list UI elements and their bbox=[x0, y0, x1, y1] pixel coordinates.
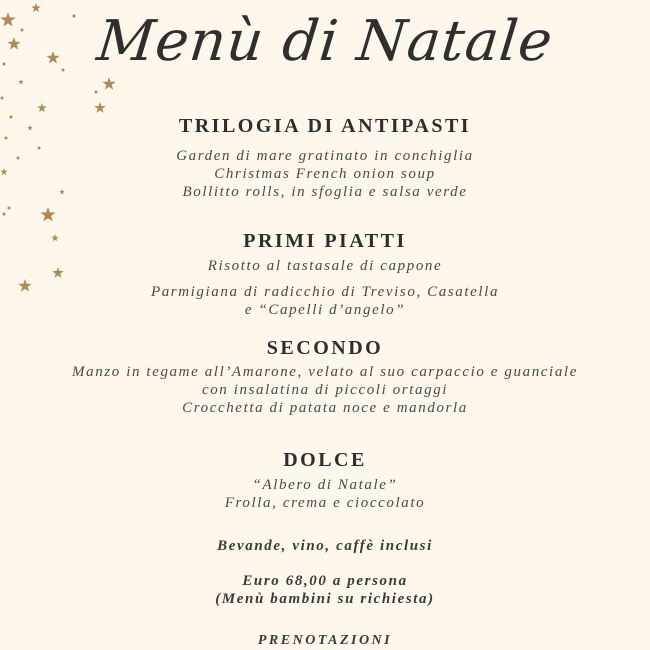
menu-item: Christmas French onion soup bbox=[214, 166, 436, 182]
section-heading: SECONDO bbox=[266, 337, 384, 359]
drinks-text: Bevande, vino, caffè inclusi bbox=[217, 538, 433, 554]
menu-item: con insalatina di piccoli ortaggi bbox=[201, 382, 449, 398]
star-icon bbox=[94, 102, 105, 113]
star-icon bbox=[37, 103, 47, 112]
price-text: Euro 68,00 a persona bbox=[242, 573, 408, 589]
section-heading: TRILOGIA DI ANTIPASTI bbox=[178, 115, 472, 137]
section-primi bbox=[0, 229, 650, 319]
section-dolce bbox=[0, 448, 650, 512]
menu-item: Manzo in tegame all’Amarone, velato al suo carpaccio e guanciale bbox=[72, 364, 578, 380]
price-note bbox=[0, 572, 650, 608]
section-heading: PRIMI PIATTI bbox=[243, 230, 407, 252]
reservations-heading: PRENOTAZIONI bbox=[257, 633, 393, 648]
menu-item: “Albero di Natale” bbox=[252, 477, 398, 493]
section-antipasti bbox=[0, 114, 650, 201]
kids-menu-text: (Menù bambini su richiesta) bbox=[215, 591, 435, 607]
menu-item: Crocchetta di patata noce e mandorla bbox=[182, 400, 468, 416]
menu-item: Parmigiana di radicchio di Treviso, Casatella bbox=[150, 284, 500, 300]
menu-item: Bollitto rolls, in sfoglia e salsa verde bbox=[182, 184, 468, 200]
menu-item: e “Capelli d’angelo” bbox=[244, 302, 406, 318]
menu-item: Garden di mare gratinato in conchiglia bbox=[176, 148, 474, 164]
reservations-note bbox=[0, 632, 650, 650]
section-heading: DOLCE bbox=[283, 449, 367, 471]
page-title: Menù di Natale bbox=[93, 9, 557, 74]
menu-item: Risotto al tastasale di cappone bbox=[207, 258, 443, 274]
drinks-note bbox=[0, 537, 650, 555]
section-secondo bbox=[0, 336, 650, 417]
star-icon bbox=[40, 207, 55, 221]
menu-item: Frolla, crema e cioccolato bbox=[224, 495, 426, 511]
